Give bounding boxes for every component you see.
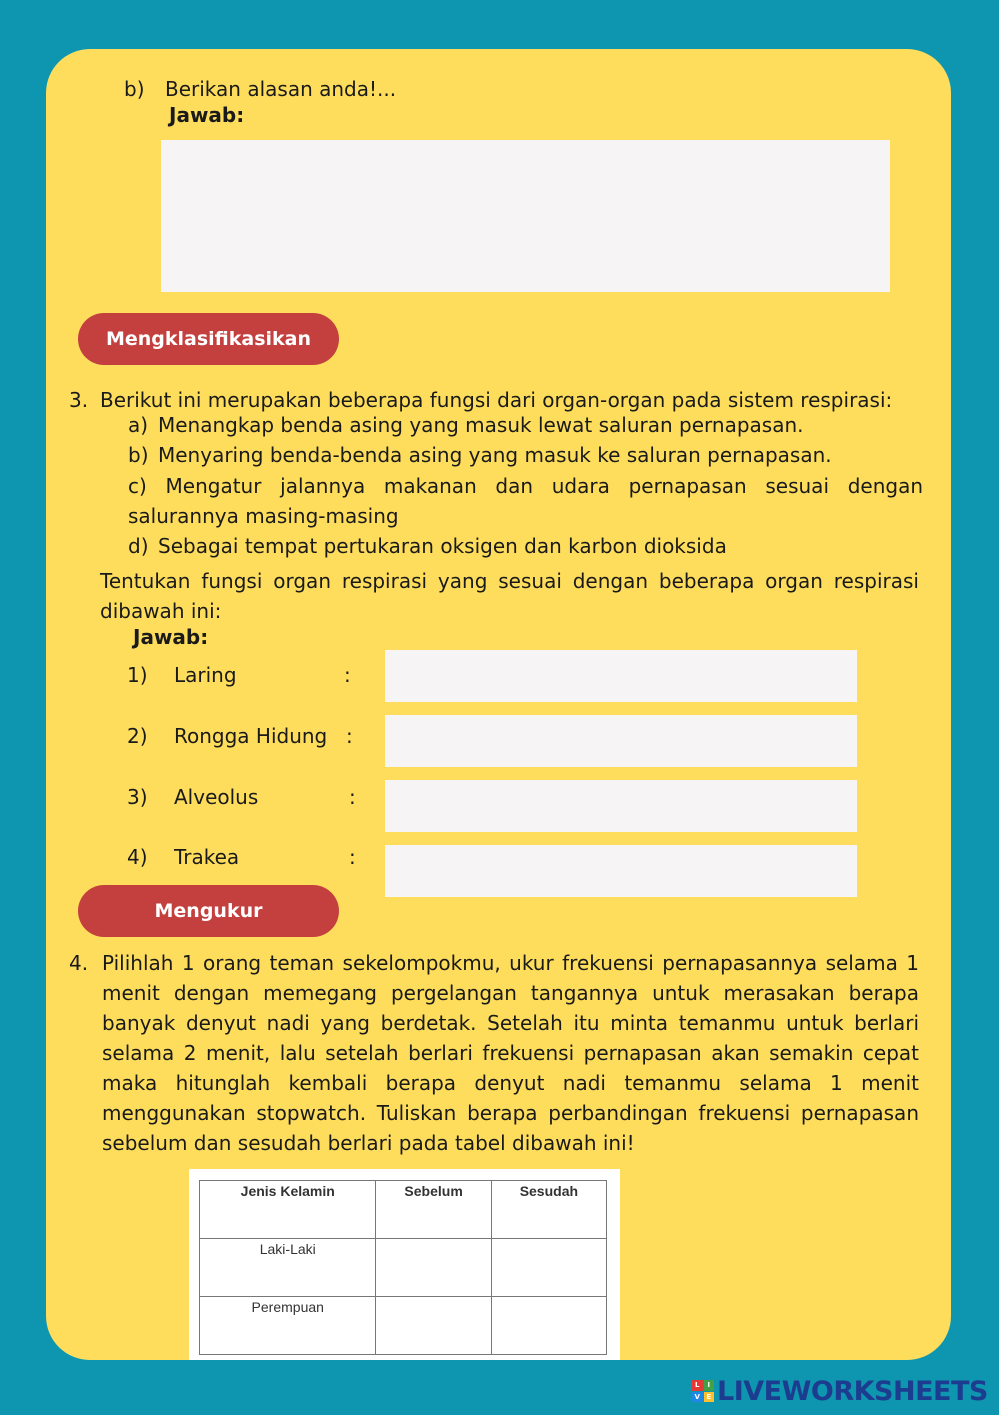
- organ-2-number: 2): [127, 724, 148, 748]
- table-row: [200, 1297, 607, 1355]
- q2b-answer-box[interactable]: [161, 140, 890, 292]
- section-classify-badge: Mengklasifikasikan: [78, 313, 339, 365]
- q3-number: 3.: [69, 388, 89, 412]
- organ-1-colon: :: [344, 663, 351, 687]
- organ-4-number: 4): [127, 845, 148, 869]
- organ-4-name: Trakea: [174, 845, 240, 869]
- row-label-laki-laki: Laki-Laki: [200, 1239, 376, 1297]
- organ-1-name: Laring: [174, 663, 237, 687]
- organ-2-answer-input[interactable]: [385, 715, 857, 767]
- q3-instruction: Tentukan fungsi organ respirasi yang sesuai dengan beberapa organ respirasi dibawah ini:: [100, 569, 919, 623]
- q2b-label: b): [124, 77, 145, 101]
- q3-option-c: [128, 471, 923, 531]
- organ-1-answer-input[interactable]: [385, 650, 857, 702]
- organ-4-colon: :: [349, 845, 356, 869]
- q4-number: 4.: [69, 951, 89, 975]
- table-row: [200, 1239, 607, 1297]
- logo-cell-l: L: [692, 1380, 703, 1391]
- q3-option-c-text: Mengatur jalannya makanan dan udara pernapasan sesuai dengan salurannya masing-masing: [128, 474, 923, 528]
- organ-3-answer-input[interactable]: [385, 780, 857, 832]
- section-measure-badge: Mengukur: [78, 885, 339, 937]
- cell-perempuan-sebelum[interactable]: [376, 1297, 491, 1355]
- organ-2-colon: :: [346, 724, 353, 748]
- q3-answer-label: Jawab:: [133, 625, 209, 649]
- cell-laki-laki-sesudah[interactable]: [491, 1239, 606, 1297]
- logo-cell-i: I: [704, 1380, 715, 1391]
- logo-cell-e: E: [704, 1392, 715, 1403]
- cell-laki-laki-sebelum[interactable]: [376, 1239, 491, 1297]
- q2b-answer-label: Jawab:: [169, 103, 245, 127]
- table-header-row: [200, 1181, 607, 1239]
- q2b-text: Berikan alasan anda!...: [165, 77, 397, 101]
- organ-2-name: Rongga Hidung: [174, 724, 328, 748]
- organ-1-number: 1): [127, 663, 148, 687]
- organ-4-answer-input[interactable]: [385, 845, 857, 897]
- cell-perempuan-sesudah[interactable]: [491, 1297, 606, 1355]
- header-sebelum: Sebelum: [376, 1181, 491, 1239]
- brand-name: LIVEWORKSHEETS: [717, 1375, 988, 1407]
- q3-option-d-text: Sebagai tempat pertukaran oksigen dan karbon dioksida: [158, 534, 727, 558]
- frequency-table: [199, 1180, 607, 1355]
- liveworksheets-brand: [692, 1374, 988, 1408]
- organ-3-colon: :: [349, 785, 356, 809]
- q3-intro: Berikut ini merupakan beberapa fungsi dari organ-organ pada sistem respirasi:: [100, 388, 893, 412]
- header-sesudah: Sesudah: [491, 1181, 606, 1239]
- logo-cell-v: V: [692, 1392, 703, 1403]
- q3-option-a-label: a): [128, 413, 149, 437]
- q3-option-c-label: c): [128, 474, 147, 498]
- q4-text: Pilihlah 1 orang teman sekelompokmu, ukur frekuensi pernapasannya selama 1 menit dengan memegang pergelangan tangannya untuk merasakan berapa banyak denyut nadi yang berdetak. Setelah itu minta temanmu untuk berlari selama 2 menit, lalu setelah berlari frekuensi pernapasan akan semakin cepat maka hitunglah kembali berapa denyut nadi temanmu selama 1 menit menggunakan stopwatch. Tuliskan berapa perbandingan frekuensi pernapasan sebelum dan sesudah berlari pada tabel dibawah ini!: [102, 951, 919, 1155]
- organ-3-number: 3): [127, 785, 148, 809]
- header-jenis-kelamin: Jenis Kelamin: [200, 1181, 376, 1239]
- q3-option-a-text: Menangkap benda asing yang masuk lewat saluran pernapasan.: [158, 413, 804, 437]
- frequency-table-container: [189, 1169, 620, 1360]
- liveworksheets-logo-icon: [692, 1380, 714, 1402]
- q3-option-b-label: b): [128, 443, 149, 467]
- organ-3-name: Alveolus: [174, 785, 259, 809]
- q3-option-d-label: d): [128, 534, 149, 558]
- q3-option-b-text: Menyaring benda-benda asing yang masuk ke saluran pernapasan.: [158, 443, 832, 467]
- row-label-perempuan: Perempuan: [200, 1297, 376, 1355]
